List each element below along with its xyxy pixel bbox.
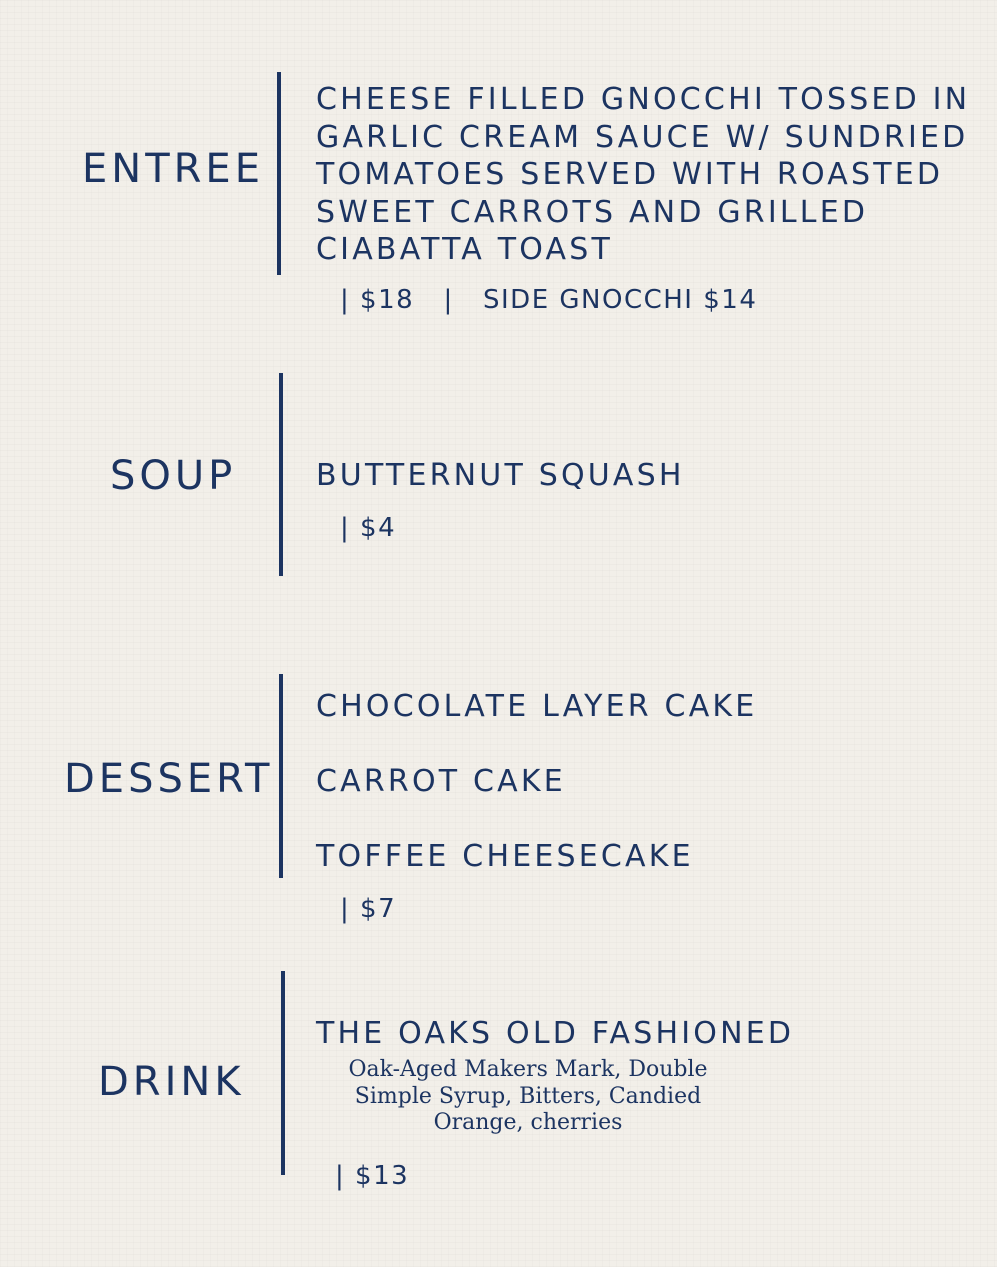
entree-price: | $18 | SIDE GNOCCHI $14 (340, 285, 758, 315)
section-divider-entree (277, 72, 281, 275)
section-heading-soup: SOUP (110, 453, 237, 499)
drink-item-name: THE OAKS OLD FASHIONED (316, 1016, 795, 1051)
section-divider-dessert (279, 674, 283, 878)
section-divider-drink (281, 971, 285, 1175)
dessert-item-toffee-cheesecake: TOFFEE CHEESECAKE (316, 839, 694, 874)
soup-price: | $4 (340, 513, 397, 543)
drink-item-description: Oak-Aged Makers Mark, Double Simple Syrup, Bitters, Candied Orange, cherries (348, 1057, 708, 1135)
section-heading-entree: ENTREE (82, 146, 264, 192)
dessert-price: | $7 (340, 894, 397, 924)
dessert-item-carrot-cake: CARROT CAKE (316, 764, 566, 799)
section-divider-soup (279, 373, 283, 576)
dessert-item-chocolate-layer-cake: CHOCOLATE LAYER CAKE (316, 689, 758, 724)
soup-item-name: BUTTERNUT SQUASH (316, 458, 685, 493)
section-heading-dessert: DESSERT (64, 756, 274, 802)
entree-item-description: CHEESE FILLED GNOCCHI TOSSED IN GARLIC CREAM SAUCE W/ SUNDRIED TOMATOES SERVED WITH ROASTED SWEET CARROTS AND GRILLED CIABATTA TOAST (316, 82, 971, 267)
section-heading-drink: DRINK (98, 1059, 245, 1105)
drink-price: | $13 (335, 1161, 410, 1191)
